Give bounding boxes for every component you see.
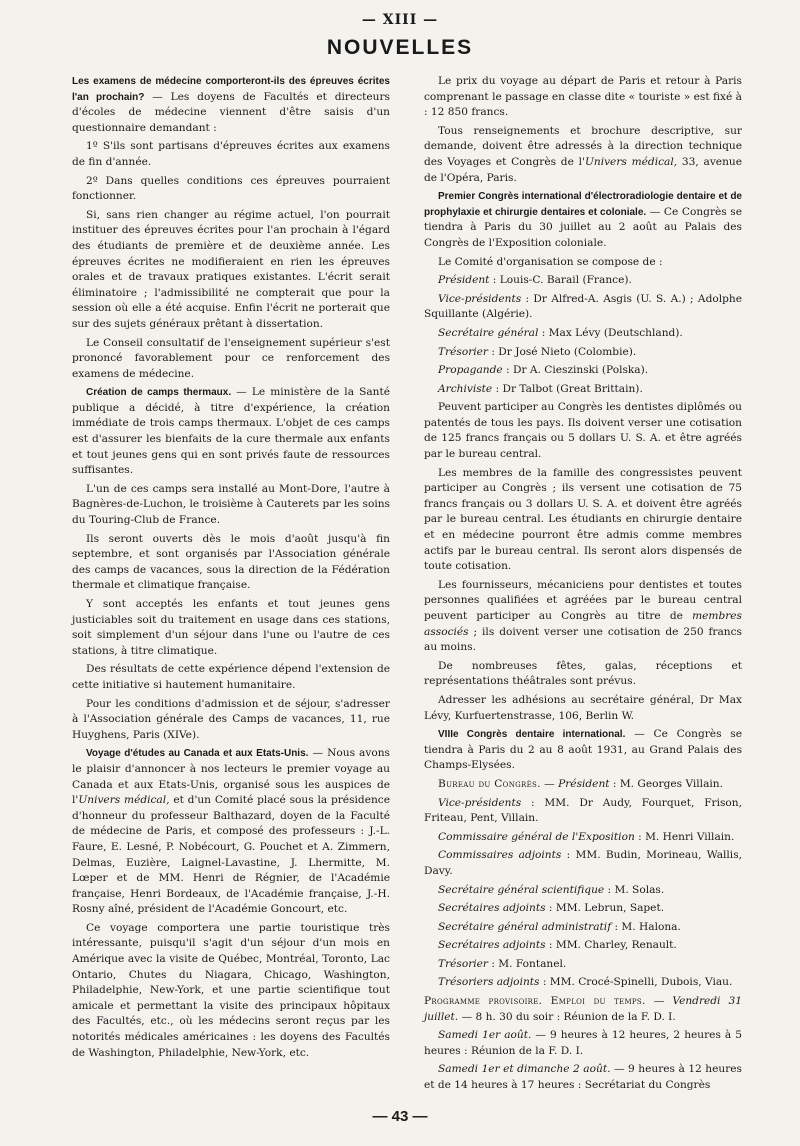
paragraph: 1º S'ils sont partisans d'épreuves écrites aux examens de fin d'année.: [72, 140, 390, 168]
date-label: — Vendredi 31 juillet.: [424, 995, 742, 1023]
paragraph-text: — 8 h. 30 du soir : Réunion de la F. D. I.: [458, 1010, 676, 1023]
role-value: : M. Halona.: [611, 920, 681, 933]
paragraph: [424, 578, 742, 656]
bureau-list: [424, 796, 742, 992]
paragraph: Le Comité d'organisation se compose de :: [438, 255, 663, 268]
paragraph-text: 33, avenue de l'Opéra, Paris.: [424, 155, 742, 184]
role-label: Commissaires adjoints: [438, 849, 562, 862]
role-value: : M. Henri Villain.: [634, 830, 735, 843]
page-title: NOUVELLES: [326, 36, 474, 59]
role-label: Propagande: [438, 364, 503, 377]
paragraph-text: — Le ministère de la Santé publique a décidé, à titre d'expérience, la création immédiate de trois camps thermaux. L'objet de ces camps est d'assurer les bienfaits de la cure thermale aux enfants et tout jeunes gens qui en sont privés faute de ressources suffisantes.: [72, 386, 390, 477]
article-exams: [72, 74, 390, 136]
paragraph: Le Conseil consultatif de l'enseignement supérieur s'est prononcé favorablement pour ce renforcement des examens de médecine.: [72, 336, 390, 380]
role-label: Trésoriers adjoints: [438, 976, 540, 989]
role-value: : Dr Alfred-A. Asgis (U. S. A.) ; Adolphe Squillante (Algérie).: [424, 292, 742, 321]
role-label: Archiviste: [438, 382, 493, 395]
role-label: Commissaire général de l'Exposition: [438, 830, 635, 843]
paragraph: [424, 777, 742, 793]
role-value: : M. Georges Villain.: [609, 777, 723, 790]
bureau-label: Bureau du Congrès.: [438, 777, 541, 790]
role-value: : MM. Budin, Morineau, Wallis, Davy.: [424, 849, 742, 877]
journal-name: Univers médical,: [584, 155, 678, 168]
role-line: [424, 901, 742, 917]
role-value: : MM. Dr Audy, Fourquet, Frison, Friteau, Pent, Villain.: [424, 796, 742, 825]
role-value: : M. Solas.: [604, 883, 665, 896]
article-heading: VIIIe Congrès dentaire international.: [438, 729, 626, 741]
role-line: [424, 957, 742, 973]
role-value: : MM. Crocé-Spinelli, Dubois, Viau.: [539, 976, 733, 989]
role-label: Vice-présidents: [438, 292, 522, 305]
paragraph: [424, 1062, 742, 1093]
role-line: [424, 796, 742, 827]
paragraph-text: et d'un Comité placé sous la présidence d'honneur du professeur Balthazard, doyen de la Faculté de médecine de Paris, et composé des professeurs : J.-L. Faure, E. Lesné, P. Nobécourt, G. Pouchet et A. Zimmern, Delmas, Euzière, Laignel-Lavastine, J. Lhermitte, M. Lœper et de MM. Henri de Régnier, de l'Académie française, Henri Bordeaux, de l'Académie française, J.-H. Rosny aîné, président de l'Académie Goncourt, etc.: [72, 794, 390, 916]
role-line: [424, 883, 742, 899]
role-line: [424, 382, 742, 398]
role-label: Secrétaires adjoints: [438, 939, 546, 952]
role-value: : MM. Lebrun, Sapet.: [545, 902, 665, 915]
paragraph: [424, 1028, 742, 1059]
role-value: : Dr José Nieto (Colombie).: [488, 345, 637, 358]
role-label: — Président: [540, 777, 610, 790]
paragraph: Pour les conditions d'admission et de séjour, s'adresser à l'Association générale des Camps de vacances, 11, rue Huyghens, Paris (XIVe).: [72, 697, 390, 741]
role-label: Trésorier: [438, 345, 488, 358]
role-line: [424, 975, 742, 991]
role-value: : Louis-C. Barail (France).: [489, 274, 632, 287]
role-value: : Max Lévy (Deutschland).: [538, 326, 683, 339]
article-heading: Voyage d'études au Canada et aux Etats-Unis.: [86, 748, 309, 760]
role-line: [424, 326, 742, 342]
role-line: [424, 273, 742, 289]
left-column: [72, 74, 390, 1064]
role-line: [424, 363, 742, 379]
article-heading: Premier Congrès international d'électroradiologie dentaire et de prophylaxie et chirurgie dentaires et coloniale.: [424, 191, 742, 218]
paragraph-text: — 9 heures à 12 heures, 2 heures à 5 heures : Réunion de la F. D. I.: [424, 1029, 742, 1057]
role-line: [424, 848, 742, 879]
article-voyage: [72, 746, 390, 918]
role-value: : M. Fontanel.: [488, 957, 567, 970]
date-label: Samedi 1er août.: [438, 1029, 532, 1042]
role-value: : MM. Charley, Renault.: [545, 939, 677, 952]
paragraph-text: ; ils doivent verser une cotisation de 250 francs au moins.: [424, 625, 742, 654]
paragraph: Les membres de la famille des congressistes peuvent participer au Congrès ; ils versent une cotisation de 75 francs français ou 3 dollars U. S. A. et doivent être agréés par le bureau central. Les étudiants en chirurgie dentaire et en médecine pourront être admis comme membres actifs par le bureau central. Ils seront alors dispensés de toute cotisation.: [424, 466, 742, 573]
role-value: : Dr A. Cieszinski (Polska).: [502, 364, 649, 377]
role-label: Président: [438, 274, 490, 287]
role-line: [424, 830, 742, 846]
body-columns: [72, 74, 742, 1092]
paragraph-text: — Nous avons le plaisir d'annoncer à nos lecteurs le premier voyage au Canada et aux Etats-Unis, organisé sous les auspices de l': [72, 747, 390, 807]
right-column: [424, 74, 742, 1097]
paragraph-text: — Les doyens de Facultés et directeurs d'écoles de médecine viennent d'être saisis d'un questionnaire demandant :: [72, 90, 390, 134]
paragraph: Peuvent participer au Congrès les dentistes diplômés ou patentés de tous les pays. Ils doivent verser une cotisation de 125 francs français ou 5 dollars U. S. A. et être agréés par le bureau central.: [424, 401, 742, 461]
page-number: — 43 —: [372, 1108, 428, 1125]
article-heading: Création de camps thermaux.: [86, 387, 232, 399]
emphasis: membres associés: [424, 610, 742, 638]
journal-name: Univers médical,: [78, 794, 170, 807]
role-value: : Dr Talbot (Great Brittain).: [492, 382, 643, 395]
role-line: [424, 292, 742, 323]
role-label: Secrétaire général scientifique: [438, 883, 605, 896]
article-heading: Les examens de médecine comporteront-ils des épreuves écrites l'an prochain?: [72, 76, 390, 103]
roman-folio: — XIII —: [361, 12, 439, 28]
role-label: Secrétaire général: [438, 326, 539, 339]
paragraph: 2º Dans quelles conditions ces épreuves pourraient fonctionner.: [72, 174, 390, 203]
paragraph-text: — 9 heures à 12 heures et de 14 heures à 17 heures : Secrétariat du Congrès: [424, 1063, 742, 1092]
role-label: Vice-présidents: [438, 796, 522, 809]
paragraph: Y sont acceptés les enfants et tout jeunes gens justiciables soit du traitement en usage dans ces stations, soit simplement d'un séjour dans l'une ou l'autre de ces stations, à titre climatique.: [72, 598, 390, 657]
role-line: [424, 345, 742, 361]
paragraph: Ce voyage comportera une partie touristique très intéressante, puisqu'il s'agit d'un séjour d'un mois en Amérique avec la visite de Québec, Montréal, Toronto, Lac Ontario, Chutes du Niagara, Chicago, Washington, Philadelphie, New-York, et une partie scientifique tout amicale et permettant la visite des principaux hôpitaux des Facultés, etc., où les médecins seront reçus par les notorités médicales américaines : les doyens des Facultés de Washington, Philadelphie, New-York, etc.: [72, 921, 390, 1059]
article-congress-radiology: [424, 189, 742, 251]
role-label: Trésorier: [438, 957, 488, 970]
paragraph: De nombreuses fêtes, galas, réceptions et représentations théâtrales sont prévus.: [424, 659, 742, 688]
paragraph: [424, 124, 742, 186]
paragraph-text: Les fournisseurs, mécaniciens pour dentistes et toutes personnes qualifiées et agréées par le bureau central peuvent participer au Congrès au titre de: [424, 578, 742, 622]
paragraph: Ils seront ouverts dès le mois d'août jusqu'à fin septembre, et sont organisés par l'Association générale des camps de vacances, sous la direction de la Fédération thermale et climatique française.: [72, 532, 390, 592]
program-paragraph: [424, 994, 742, 1025]
paragraph-text: — Ce Congrès se tiendra à Paris du 2 au 8 août 1931, au Grand Palais des Champs-Elysées.: [424, 728, 742, 772]
program-label: Programme provisoire. Emploi du temps.: [424, 995, 646, 1008]
paragraph: L'un de ces camps sera installé au Mont-Dore, l'autre à Bagnères-de-Luchon, le troisième à Cauterets par les soins du Touring-Club de France.: [72, 482, 390, 527]
paragraph: Des résultats de cette expérience dépend l'extension de cette initiative si hautement humanitaire.: [72, 663, 390, 691]
role-label: Secrétaires adjoints: [438, 902, 546, 915]
paragraph: Adresser les adhésions au secrétaire général, Dr Max Lévy, Kurfuertenstrasse, 106, Berlin W.: [424, 693, 742, 722]
paragraph-text: Tous renseignements et brochure descriptive, sur demande, doivent être adressés à la direction technique des Voyages et Congrès de l': [424, 124, 742, 168]
role-line: [424, 938, 742, 954]
committee-list: [424, 273, 742, 397]
article-congress-international: [424, 727, 742, 774]
role-label: Secrétaire général administratif: [438, 920, 612, 933]
paragraph: Le prix du voyage au départ de Paris et retour à Paris comprenant le passage en classe dite « touriste » est fixé à : 12 850 francs.: [424, 75, 742, 119]
paragraph: Si, sans rien changer au régime actuel, l'on pourrait instituer des épreuves écrites pour l'an prochain à l'égard des étudiants de première et de deuxième année. Les épreuves écrites ne modifieraient en rien les épreuves orales et de travaux pratiques existantes. L'écrit serait éliminatoire ; l'admissibilité ne compterait que pour la session où elle a été acquise. Enfin l'écrit ne porterait que sur des sujets généraux prêtant à dissertation.: [72, 208, 390, 330]
date-label: Samedi 1er et dimanche 2 août.: [438, 1063, 611, 1076]
article-camps: [72, 385, 390, 479]
paragraph-text: — Ce Congrès se tiendra à Paris du 30 juillet au 2 août au Palais des Congrès de l'Exposition coloniale.: [424, 205, 742, 249]
role-line: [424, 920, 742, 936]
